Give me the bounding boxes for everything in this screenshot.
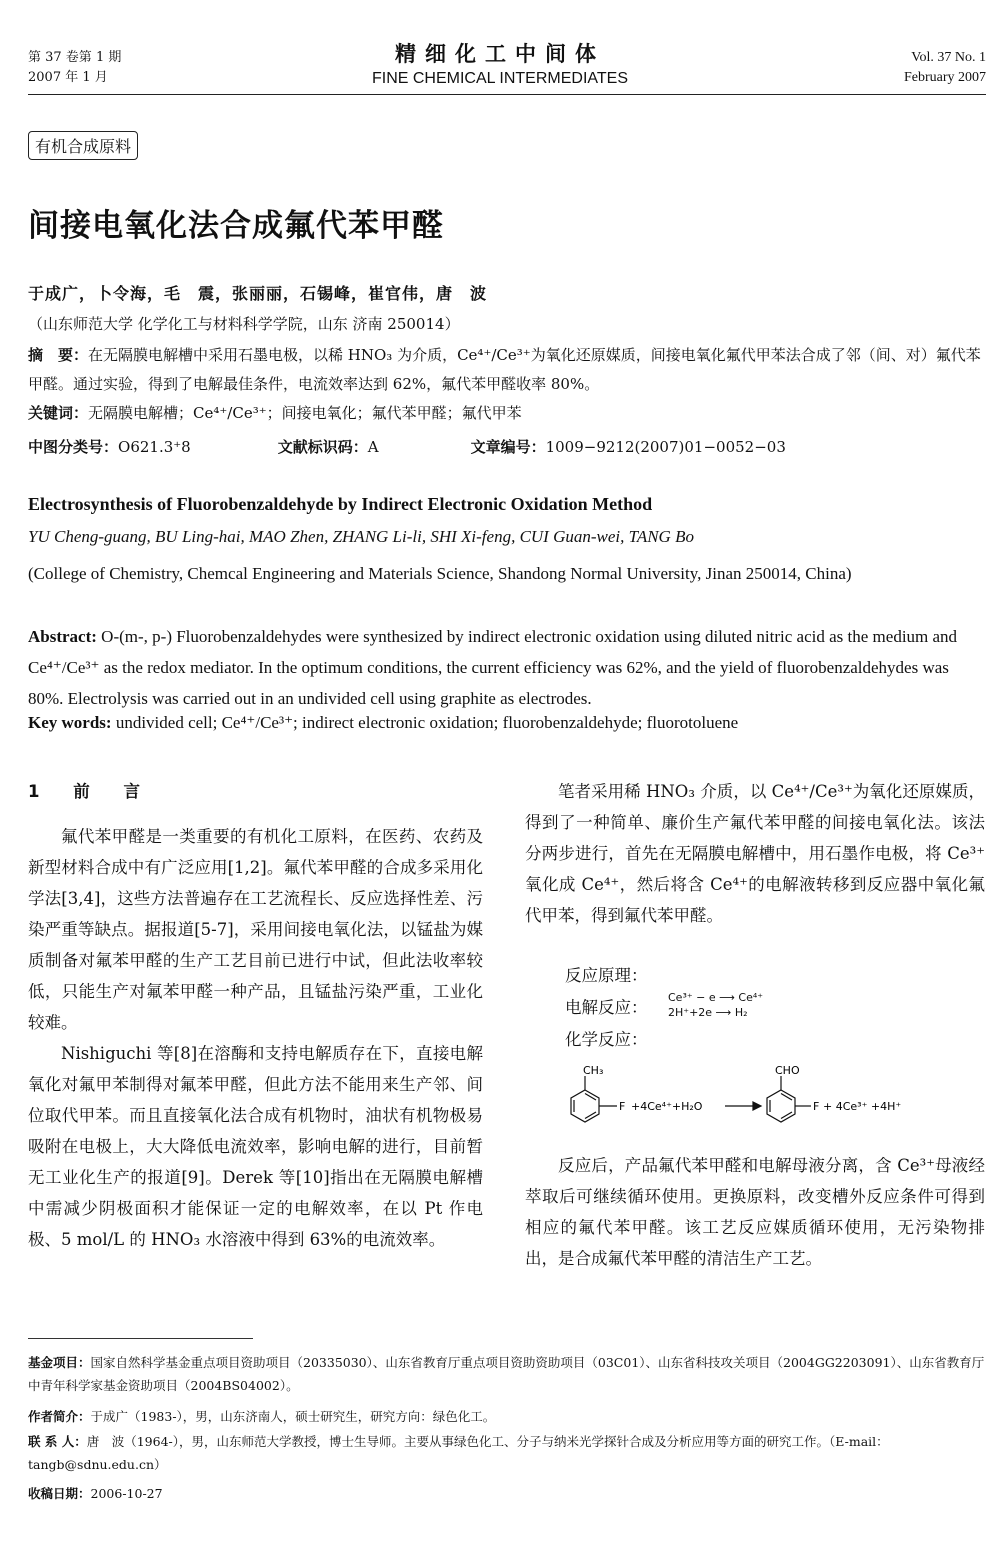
doc-code-label: 文献标识码： <box>277 438 368 456</box>
keywords-cn-text: 无隔膜电解槽；Ce⁴⁺/Ce³⁺；间接电氧化；氟代苯甲醛；氟代甲苯 <box>88 404 522 422</box>
english-authors: YU Cheng-guang, BU Ling-hai, MAO Zhen, ZHANG Li-li, SHI Xi-feng, CUI Guan-wei, TANG Bo <box>28 527 694 546</box>
chemical-reaction-label: 化学反应： <box>565 1030 648 1049</box>
clc-label: 中图分类号： <box>28 438 119 456</box>
article-title: 间接电氧化法合成氟代苯甲醛 <box>28 208 444 244</box>
electrolysis-equations <box>668 990 763 1020</box>
english-abstract-label: Abstract: <box>28 627 97 646</box>
issue-date: 2007 年 1 月 <box>28 70 108 85</box>
english-affiliation: (College of Chemistry, Chemcal Engineering and Materials Science, Shandong Normal University, Jinan 250014, China) <box>28 564 852 583</box>
issue-info <box>28 48 121 88</box>
section-tag: 有机合成原料 <box>28 131 138 160</box>
footnote-fund <box>28 1351 986 1397</box>
reagents-text: +4Ce⁴⁺+H₂O <box>631 1100 703 1113</box>
reactant-benzene-ring <box>571 1076 617 1122</box>
body-right-column <box>525 776 985 931</box>
volume-number: Vol. 37 No. 1 <box>911 50 986 65</box>
product-aldehyde-group: CHO <box>775 1064 800 1077</box>
abstract-cn <box>28 341 986 399</box>
electrolysis-equation-cathode: 2H⁺+2e ⟶ H₂ <box>668 1006 748 1019</box>
method-paragraph: 笔者采用稀 HNO₃ 介质，以 Ce⁴⁺/Ce³⁺为氧化还原媒质，得到了一种简单、廉价生产氟代苯甲醛的间接电氧化法。该法分两步进行，首先在无隔膜电解槽中，用石墨作电极，将 Ce³⁺氧化成 Ce⁴⁺，然后将含 Ce⁴⁺的电解液转移到反应器中氧化氟代甲苯，得到氟代苯甲醛。 <box>525 782 985 925</box>
reactant-methyl-group: CH₃ <box>583 1064 604 1077</box>
product-benzene-ring <box>767 1076 811 1122</box>
contact-label: 联 系 人： <box>28 1434 87 1449</box>
footnote-contact <box>28 1430 986 1476</box>
intro-paragraph-1: 氟代苯甲醛是一类重要的有机化工原料，在医药、农药及新型材料合成中有广泛应用[1,2]。氟代苯甲醛的合成多采用化学法[3,4]，这些方法普遍存在工艺流程长、反应选择性差、污染严重等缺点。据报道[5-7]，采用间接电氧化法，以锰盐为媒质制备对氟苯甲醛的生产工艺目前已进行中试，但此法收率较低，只能生产对氟苯甲醛一种产品，且锰盐污染严重，工业化较难。 <box>28 827 483 1032</box>
keywords-cn-label: 关键词： <box>28 404 89 422</box>
volume-date: February 2007 <box>903 70 986 85</box>
contact-text: 唐 波（1964-），男，山东师范大学教授，博士生导师。主要从事绿色化工、分子与纳米光学探针合成及分析应用等方面的研究工作。（E-mail：tangb@sdnu.edu.cn） <box>28 1434 889 1472</box>
received-label: 收稿日期： <box>28 1486 91 1501</box>
intro-paragraph-2: Nishiguchi 等[8]在溶酶和支持电解质存在下，直接电解氧化对氟甲苯制得对氟苯甲醛，但此方法不能用来生产邻、间位取代甲苯。而且直接氧化法合成有机物时，油状有机物极易吸附在电极上，大大降低电流效率，影响电解的进行，目前暂无工业化生产的报道[9]。Derek 等[10]指出在无隔膜电解槽中需减少阴极面积才能保证一定的电解效率，在以 Pt 作电极、5 mol/L 的 HNO₃ 水溶液中得到 63%的电流效率。 <box>28 1044 483 1249</box>
article-id-label: 文章编号： <box>470 438 546 456</box>
author-bio-label: 作者简介： <box>28 1409 91 1424</box>
electrolysis-label: 电解反应： <box>565 998 648 1017</box>
english-title: Electrosynthesis of Fluorobenzaldehyde by Indirect Electronic Oxidation Method <box>28 494 653 514</box>
english-keywords-label: Key words: <box>28 713 112 732</box>
cycle-paragraph: 反应后，产品氟代苯甲醛和电解母液分离，含 Ce³⁺母液经萃取后可继续循环使用。更换原料，改变槽外反应条件可得到相应的氟代苯甲醛。该工艺反应媒质循环使用，无污染物排出，是合成氟代苯甲醛的清洁生产工艺。 <box>525 1156 985 1268</box>
volume-info <box>904 48 986 88</box>
byproducts-text: + 4Ce³⁺ +4H⁺ <box>823 1100 902 1113</box>
abstract-cn-label: 摘 要： <box>28 346 89 364</box>
english-keywords-text: undivided cell; Ce⁴⁺/Ce³⁺; indirect electronic oxidation; fluorobenzaldehyde; fluorotoluene <box>115 713 739 732</box>
article-id-value: 1009−9212(2007)01−0052−03 <box>545 438 786 456</box>
received-date: 2006-10-27 <box>90 1486 163 1501</box>
electrolysis-equation-anode: Ce³⁺ − e ⟶ Ce⁴⁺ <box>668 991 764 1004</box>
reactant-fluoro-group: F <box>619 1100 626 1113</box>
authors-cn: 于成广，卜令海，毛 震，张丽丽，石锡峰，崔官伟，唐 波 <box>28 284 488 303</box>
doc-code-value: A <box>367 438 379 456</box>
journal-name-en: FINE CHEMICAL INTERMEDIATES <box>371 70 629 87</box>
english-keywords <box>28 713 738 733</box>
footnote-rule <box>28 1338 253 1339</box>
header-rule <box>28 94 986 95</box>
fund-text: 国家自然科学基金重点项目资助项目（20335030）、山东省教育厅重点项目资助资助项目（03C01）、山东省科技攻关项目（2004GG2203091）、山东省教育厅中青年科学家基金资助项目（2004BS04002）。 <box>28 1355 985 1393</box>
product-fluoro-group: F <box>813 1100 820 1113</box>
abstract-cn-text: 在无隔膜电解槽中采用石墨电极，以稀 HNO₃ 为介质，Ce⁴⁺/Ce³⁺为氧化还原媒质，间接电氧化氟代甲苯法合成了邻（间、对）氟代苯甲醛。通过实验，得到了电解最佳条件，电流效率达到 62%，氟代苯甲醛收率 80%。 <box>28 346 981 393</box>
section-heading-intro: 1 前 言 <box>28 782 154 801</box>
issue-number: 第 37 卷第 1 期 <box>28 50 122 65</box>
journal-name <box>330 38 670 88</box>
keywords-cn <box>28 402 522 423</box>
body-left-column <box>28 776 483 1255</box>
classification-row <box>28 436 986 457</box>
affiliation-cn: （山东师范大学 化学化工与材料科学学院，山东 济南 250014） <box>28 315 460 333</box>
english-abstract <box>28 621 986 714</box>
clc-value: O621.3⁺8 <box>118 438 191 456</box>
reaction-principle-label: 反应原理： <box>565 966 648 985</box>
english-abstract-text: O-(m-, p-) Fluorobenzaldehydes were synthesized by indirect electronic oxidation using diluted nitric acid as the medium and Ce⁴⁺/Ce³⁺ as the redox mediator. In the optimum conditions, the current efficiency was 62%, and the yield of fluorobenzaldehydes was 80%. Electrolysis was carried out in an undivided cell using graphite as electrodes. <box>28 627 958 708</box>
fund-label: 基金项目： <box>28 1355 91 1370</box>
cycle-paragraph-wrap <box>525 1150 985 1274</box>
reaction-arrow <box>725 1102 761 1110</box>
footnote-author <box>28 1405 986 1428</box>
journal-name-cn: 精细化工中间体 <box>395 42 605 66</box>
reaction-scheme <box>555 1058 935 1128</box>
author-bio-text: 于成广（1983-），男，山东济南人，硕士研究生，研究方向：绿色化工。 <box>90 1409 496 1424</box>
footnote-received <box>28 1482 986 1505</box>
